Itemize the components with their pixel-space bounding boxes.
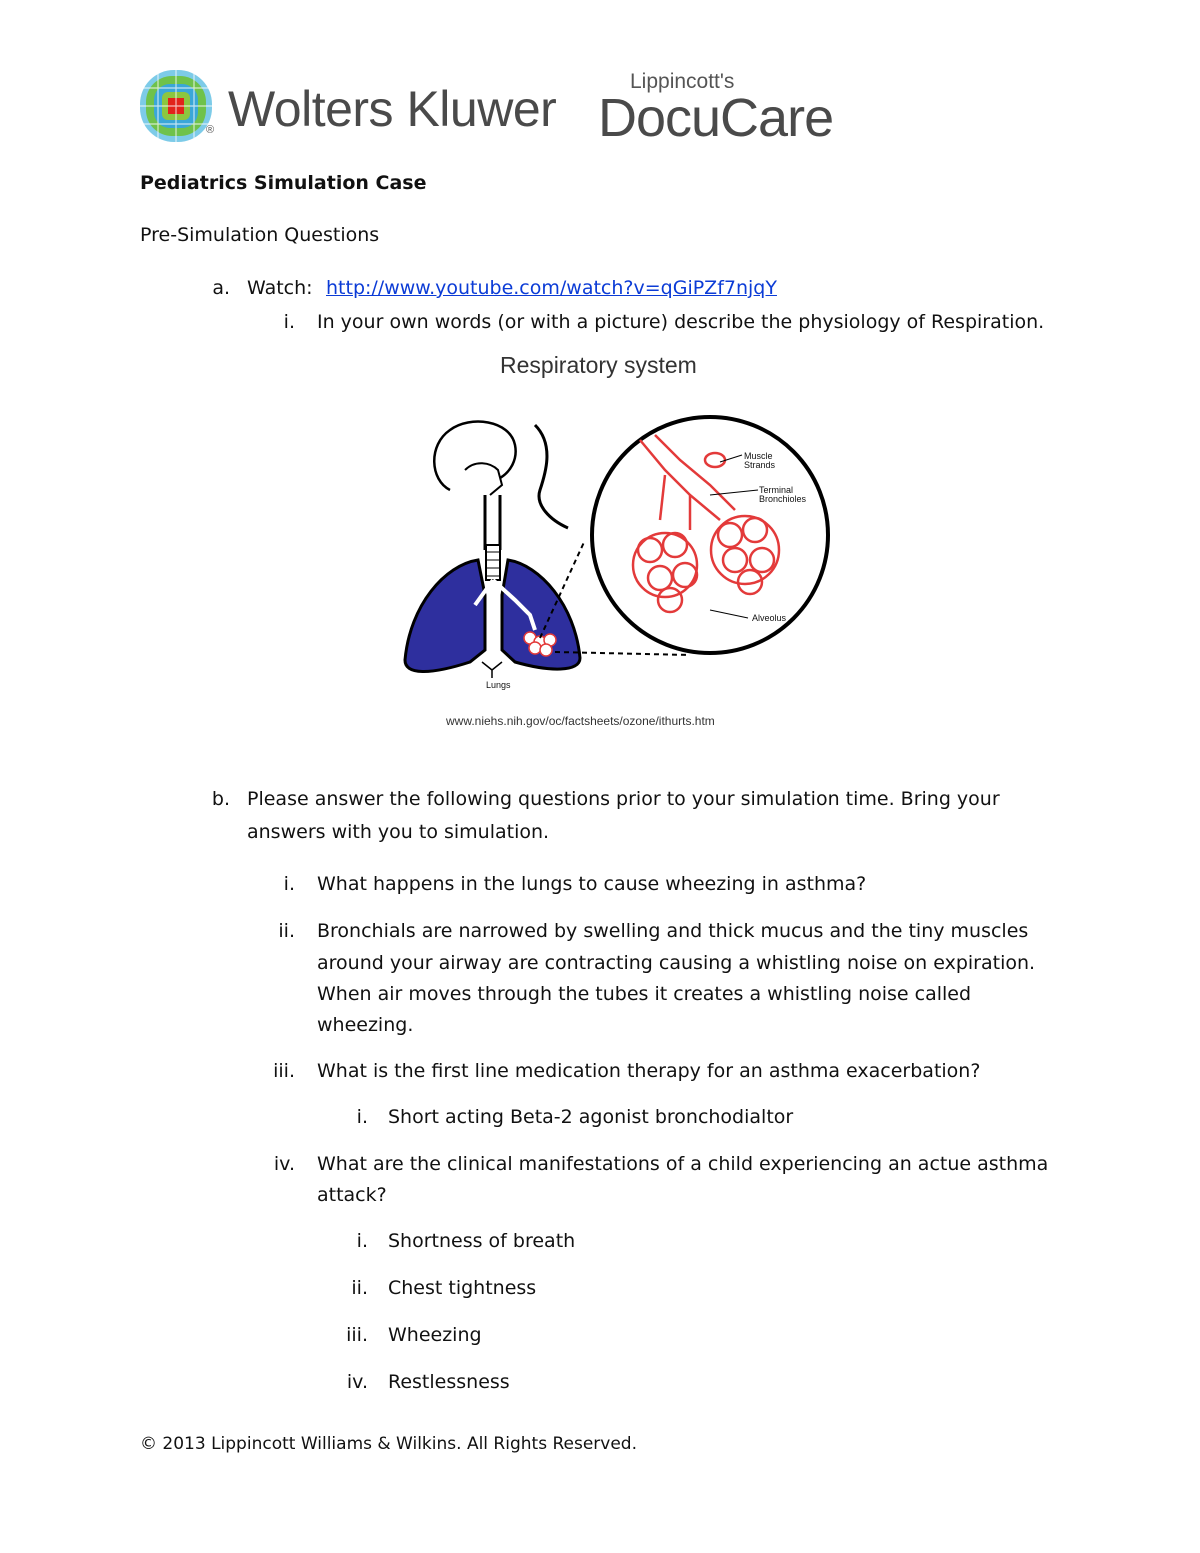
answer-text: Shortness of breath	[388, 1230, 576, 1252]
answer-text: wheezing.	[317, 1014, 414, 1036]
instruction-line: Please answer the following questions prior to your simulation time. Bring your	[247, 788, 1000, 810]
company-name: Wolters Kluwer	[228, 81, 557, 137]
question-text: attack?	[317, 1184, 387, 1206]
question-text: What is the first line medication therapy for an asthma exacerbation?	[317, 1060, 981, 1082]
question-text: What happens in the lungs to cause wheezing in asthma?	[317, 873, 867, 895]
wolters-kluwer-logo-mark	[140, 70, 215, 146]
list-marker: a.	[212, 277, 230, 299]
youtube-link[interactable]: http://www.youtube.com/watch?v=qGiPZf7njqY	[326, 277, 777, 299]
list-marker: i.	[283, 873, 295, 895]
answer-text: Restlessness	[388, 1371, 510, 1393]
list-marker: i.	[356, 1230, 368, 1252]
brand-name: DocuCare	[598, 88, 834, 148]
answer-text: When air moves through the tubes it creates a whistling noise called	[317, 983, 972, 1005]
question-text: What are the clinical manifestations of a child experiencing an actue asthma	[317, 1153, 1049, 1175]
answer-text: around your airway are contracting causing a whistling noise on expiration.	[317, 952, 1036, 974]
list-marker: ii.	[278, 920, 295, 942]
list-marker: ii.	[351, 1277, 368, 1299]
list-marker: iv.	[346, 1371, 368, 1393]
list-marker: iii.	[346, 1324, 368, 1346]
label-lungs: Lungs	[486, 680, 511, 690]
list-marker: i.	[283, 311, 295, 333]
figure-caption: www.niehs.nih.gov/oc/factsheets/ozone/ithurts.htm	[446, 714, 715, 728]
answer-text: Short acting Beta-2 agonist bronchodialtor	[388, 1106, 794, 1128]
list-marker: iii.	[273, 1060, 295, 1082]
copyright-footer: © 2013 Lippincott Williams & Wilkins. All Rights Reserved.	[140, 1434, 637, 1454]
watch-label: Watch:	[247, 277, 313, 299]
registered-mark: ®	[206, 124, 215, 136]
list-marker: iv.	[273, 1153, 295, 1175]
figure-title: Respiratory system	[500, 352, 697, 378]
instruction-line: answers with you to simulation.	[247, 821, 550, 843]
question-text: In your own words (or with a picture) describe the physiology of Respiration.	[317, 311, 1045, 333]
page-title: Pediatrics Simulation Case	[140, 172, 427, 194]
label-alveolus: Alveolus	[752, 613, 787, 623]
list-marker: i.	[356, 1106, 368, 1128]
list-marker: b.	[211, 788, 230, 810]
answer-text: Chest tightness	[388, 1277, 537, 1299]
answer-text: Wheezing	[388, 1324, 482, 1346]
respiratory-diagram	[390, 400, 840, 714]
label-terminal-bronchioles: Terminal Bronchioles	[759, 485, 807, 504]
label-muscle-strands: Muscle Strands	[744, 451, 776, 470]
brand-prefix: Lippincott's	[630, 70, 735, 93]
answer-text: Bronchials are narrowed by swelling and thick mucus and the tiny muscles	[317, 920, 1029, 942]
section-subtitle: Pre-Simulation Questions	[140, 224, 380, 246]
